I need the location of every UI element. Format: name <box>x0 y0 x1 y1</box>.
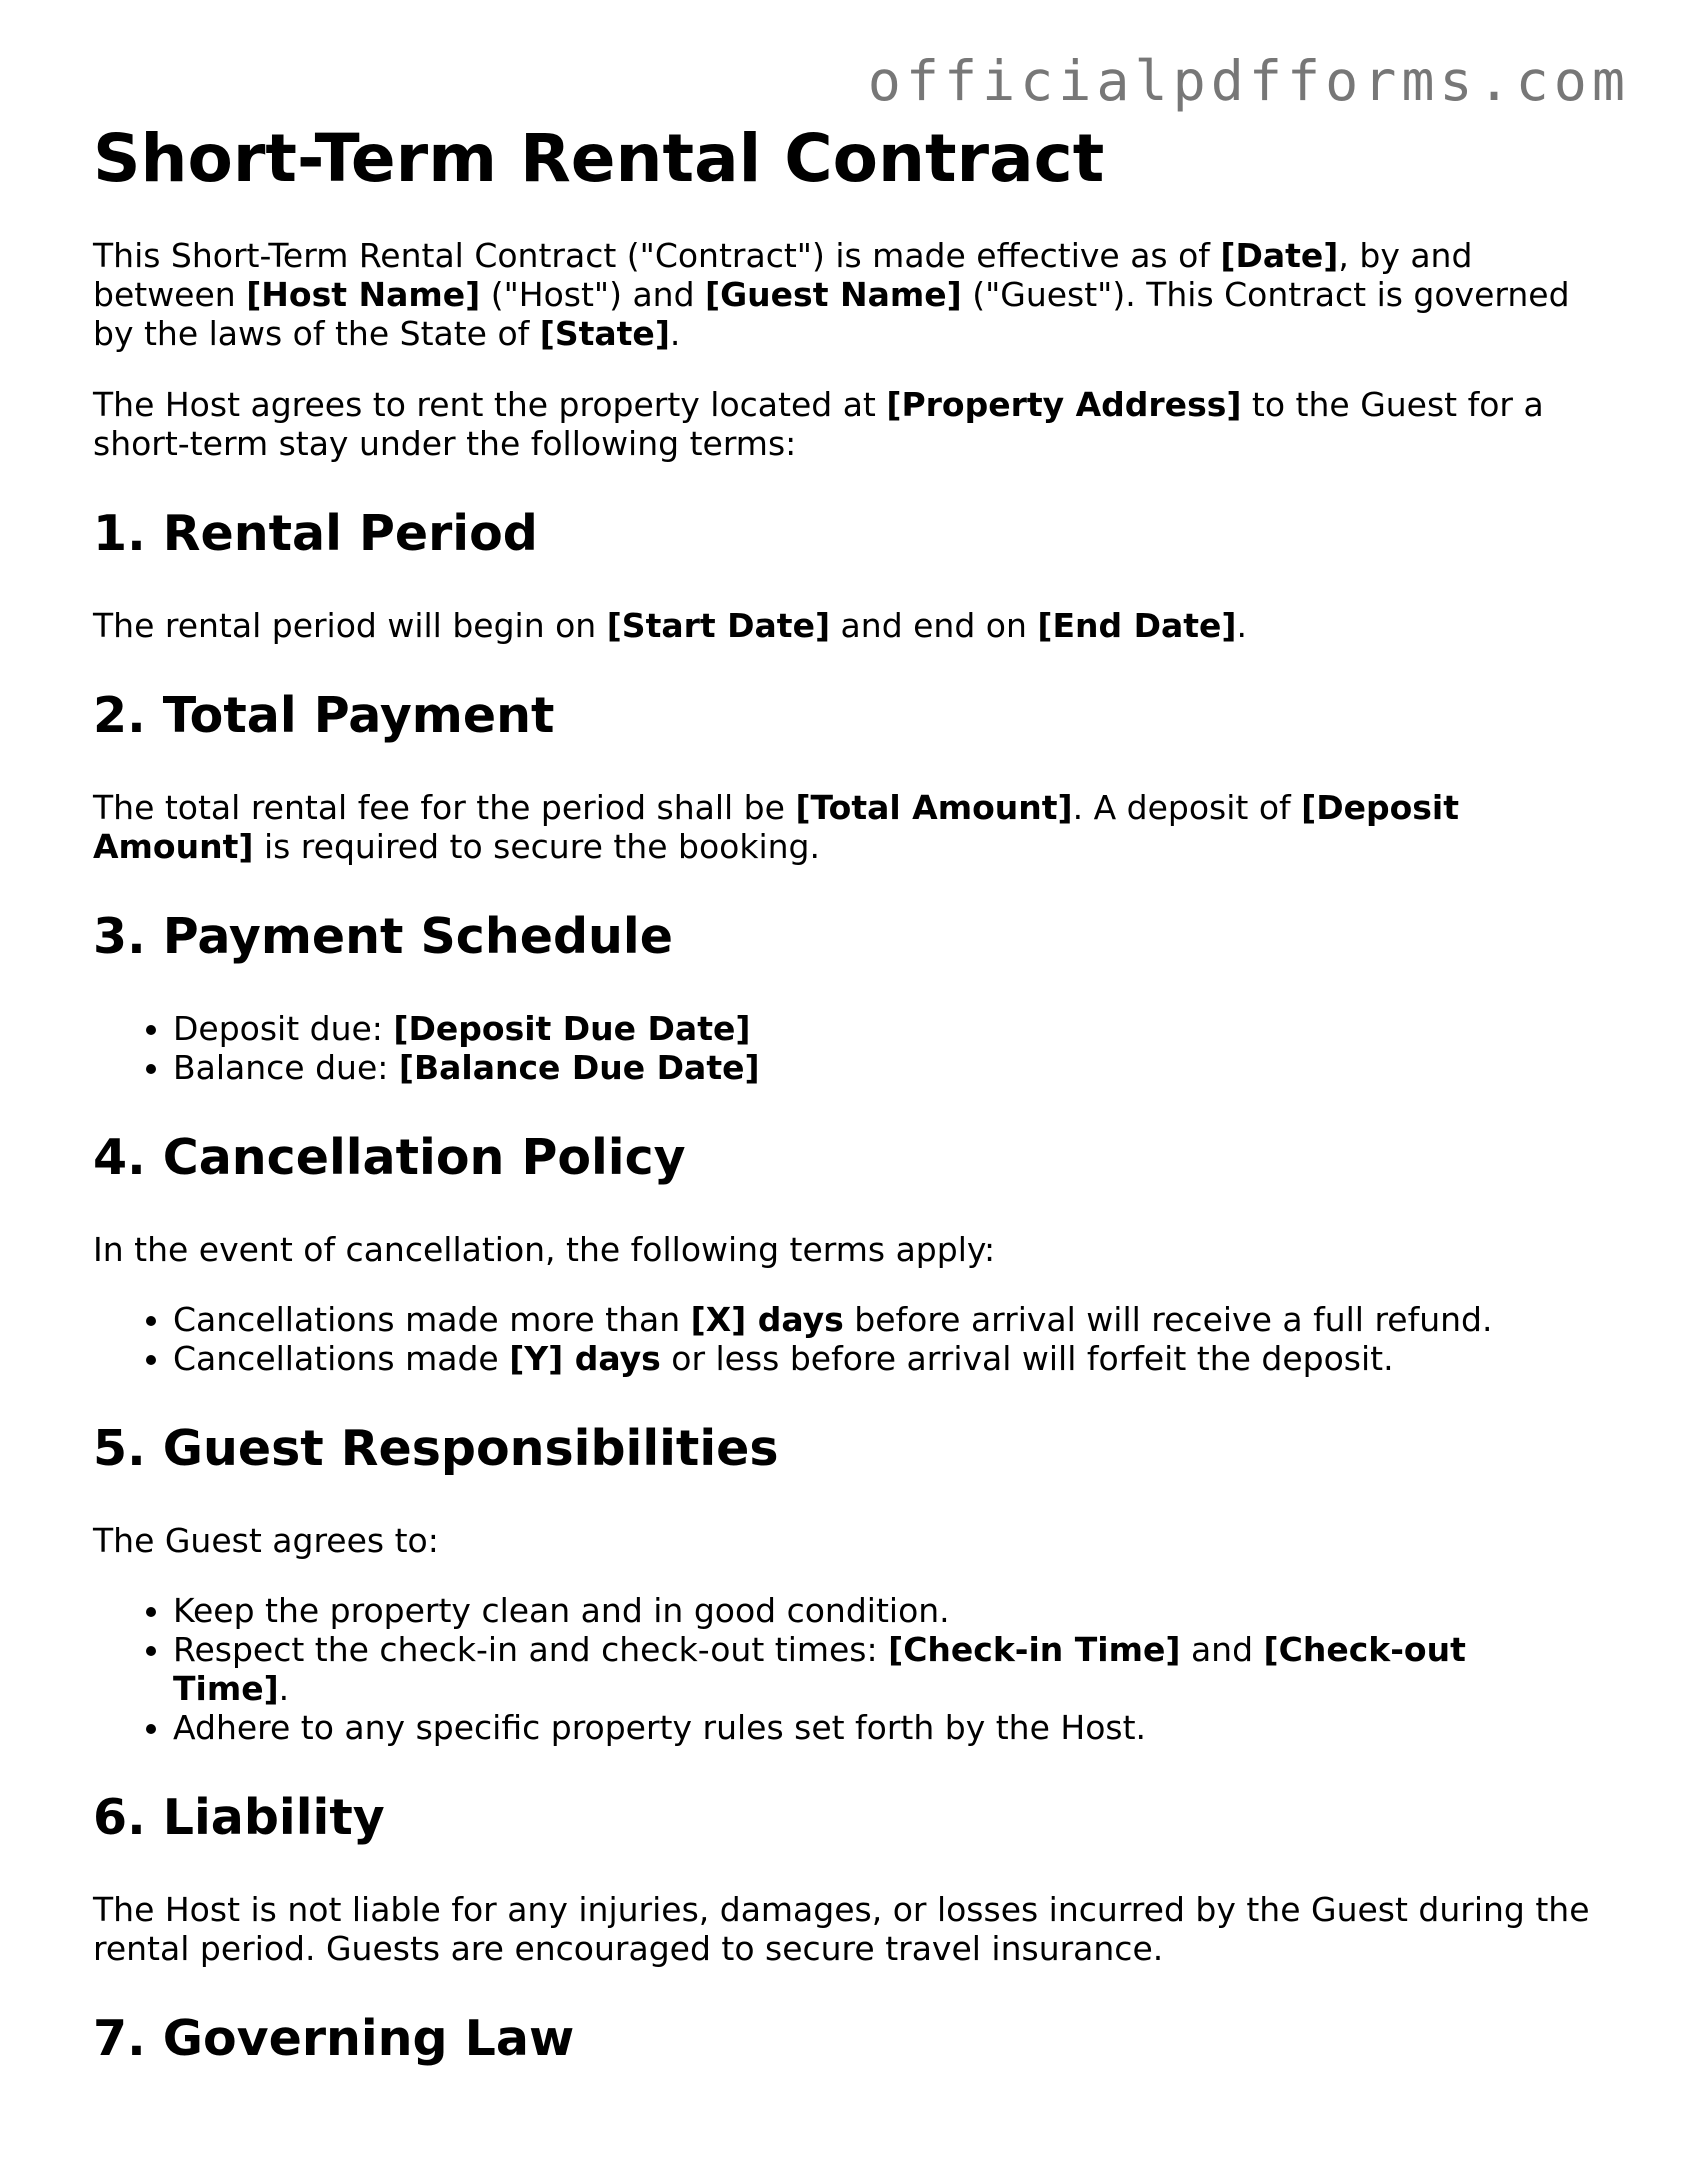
payment-schedule-list <box>93 1009 1593 1087</box>
cancellation-list <box>93 1300 1593 1378</box>
guest-name-placeholder: [Guest Name] <box>705 275 962 314</box>
x-days-placeholder: [X] days <box>690 1300 844 1339</box>
guest-responsibilities-intro: The Guest agrees to: <box>93 1521 439 1560</box>
rental-period-text: The rental period will begin on [Start Date] and end on [End Date]. <box>93 606 1248 645</box>
intro-paragraph-2: The Host agrees to rent the property located at [Property Address] to the Guest for a short-term stay under the following terms: <box>93 385 1544 463</box>
host-name-placeholder: [Host Name] <box>246 275 481 314</box>
section-heading-governing-law: 7. Governing Law <box>93 2010 575 2067</box>
section-heading-liability: 6. Liability <box>93 1789 385 1846</box>
list-item: • Keep the property clean and in good condition. <box>173 1591 1593 1630</box>
property-address-placeholder: [Property Address] <box>886 385 1242 424</box>
total-amount-placeholder: [Total Amount] <box>795 788 1073 827</box>
guest-responsibilities-list <box>93 1591 1593 1747</box>
section-heading-guest-responsibilities: 5. Guest Responsibilities <box>93 1420 779 1477</box>
liability-text: The Host is not liable for any injuries, damages, or losses incurred by the Guest during the rental period. Guests are encouraged to secure travel insurance. <box>93 1890 1590 1968</box>
section-heading-cancellation-policy: 4. Cancellation Policy <box>93 1129 686 1186</box>
check-in-time-placeholder: [Check-in Time] <box>888 1630 1181 1669</box>
list-item: • Balance due: [Balance Due Date] <box>173 1048 1593 1087</box>
y-days-placeholder: [Y] days <box>509 1339 661 1378</box>
state-placeholder: [State] <box>539 314 670 353</box>
deposit-amount-placeholder: [Deposit Amount] <box>93 788 1460 866</box>
page-title: Short-Term Rental Contract <box>93 120 1105 197</box>
cancellation-intro: In the event of cancellation, the following terms apply: <box>93 1230 996 1269</box>
total-payment-text: The total rental fee for the period shall be [Total Amount]. A deposit of [Deposit Amount] is required to secure the booking. <box>93 788 1460 866</box>
list-item: • Adhere to any specific property rules set forth by the Host. <box>173 1708 1593 1747</box>
section-heading-payment-schedule: 3. Payment Schedule <box>93 908 673 965</box>
deposit-due-date-placeholder: [Deposit Due Date] <box>393 1009 751 1048</box>
watermark: officialpdfforms.com <box>867 49 1630 113</box>
list-item: • Respect the check-in and check-out times: [Check-in Time] and [Check-out Time]. <box>173 1630 1593 1708</box>
date-placeholder: [Date] <box>1220 236 1339 275</box>
list-item: • Deposit due: [Deposit Due Date] <box>173 1009 1593 1048</box>
intro-paragraph-1: This Short-Term Rental Contract ("Contract") is made effective as of [Date], by and between [Host Name] ("Host") and [Guest Name] ("Guest"). This Contract is governed by the laws of the State of [State]. <box>93 236 1570 353</box>
list-item: • Cancellations made [Y] days or less before arrival will forfeit the deposit. <box>173 1339 1593 1378</box>
document-body <box>93 118 1593 2069</box>
section-heading-total-payment: 2. Total Payment <box>93 687 555 744</box>
balance-due-date-placeholder: [Balance Due Date] <box>398 1048 760 1087</box>
section-heading-rental-period: 1. Rental Period <box>93 505 538 562</box>
list-item: • Cancellations made more than [X] days before arrival will receive a full refund. <box>173 1300 1593 1339</box>
start-date-placeholder: [Start Date] <box>606 606 831 645</box>
check-out-time-placeholder: [Check-out Time] <box>173 1630 1466 1708</box>
end-date-placeholder: [End Date] <box>1037 606 1237 645</box>
